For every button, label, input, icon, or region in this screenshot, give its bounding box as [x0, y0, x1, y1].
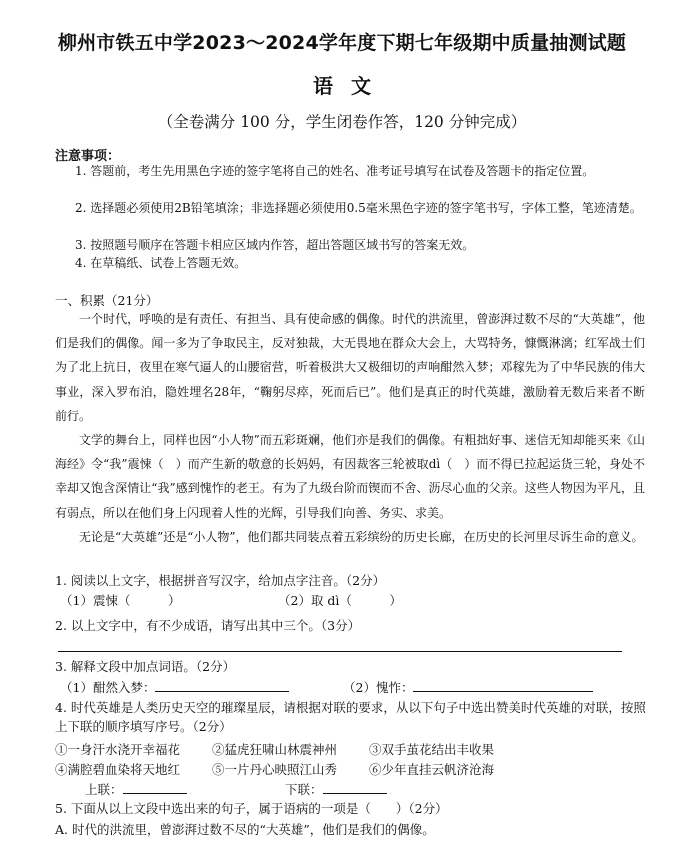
exam-info: （全卷满分 100 分，学生闭卷作答，120 分钟完成）: [157, 113, 527, 131]
notice-item-1: 1. 答题前，考生先用黑色字迹的签字笔将自己的姓名、准考证号填写在试卷及答题卡的指定位置。: [75, 164, 595, 178]
question-4-option-6: ⑥少年直挂云帆济沧海: [369, 762, 495, 777]
question-4-stem: 4. 时代英雄是人类历史天空的璀璨星辰，请根据对联的要求，从以下句子中选出赞美时代英雄的对联，按照上下联的顺序填写序号。（2分）: [55, 700, 646, 734]
question-4-upper-label: 上联：: [85, 782, 123, 797]
question-3-part-a-label: （1）酣然入梦：: [60, 680, 156, 695]
question-4-lower-label: 下联：: [285, 782, 323, 797]
exam-title: 柳州市铁五中学2023～2024学年度下期七年级期中质量抽测试题: [57, 32, 627, 54]
question-4-option-3: ③双手茧花结出丰收果: [369, 742, 495, 757]
subject-title: 语文: [313, 74, 389, 98]
question-3-part-a: [60, 678, 289, 696]
notice-heading: 注意事项：: [55, 149, 121, 164]
question-4-lower: [285, 780, 387, 798]
notice-item-3: 3. 按照题号顺序在答题卡相应区域内作答，超出答题区域书写的答案无效。: [75, 238, 475, 252]
passage-paragraph-3: 无论是“大英雄”还是“小人物”，他们都共同装点着五彩缤纷的历史长廊，在历史的长河里尽诉生命的意义。: [79, 530, 644, 544]
question-3-blank-a[interactable]: [155, 679, 289, 692]
question-4-upper: [85, 780, 187, 798]
question-4-lower-blank[interactable]: [323, 781, 387, 794]
question-4-option-2: ②猛虎狂啸山林震神州: [212, 742, 338, 757]
passage-paragraph-2: 文学的舞台上，同样也因“小人物”而五彩斑斓，他们亦是我们的偶像。有粗拙好事、迷信无知却能买来《山海经》令“我”震悚（ ）而产生新的敬意的长妈妈，有因裁客三轮被取dì（ ）而不得已拉起运货三轮，身处不幸却又饱含深情让“我”感到愧怍的老王。有为了九级台阶而锲而不舍、沥尽心血的父亲。这些人物因为平凡，且有弱点，所以在他们身上闪现着人性的光辉，引导我们向善、务实、求美。: [55, 433, 645, 520]
question-3-part-b-label: （2）愧怍：: [343, 680, 414, 695]
question-1-stem: 1. 阅读以上文字，根据拼音写汉字，给加点字注音。（2分）: [55, 573, 386, 588]
question-5-option-a[interactable]: A. 时代的洪流里，曾澎湃过数不尽的“大英雄”，他们是我们的偶像。: [55, 822, 435, 837]
question-2-answer-line[interactable]: [58, 651, 622, 652]
notice-item-4: 4. 在草稿纸、试卷上答题无效。: [75, 256, 247, 270]
question-5-stem: 5. 下面从以上文段中选出来的句子，属于语病的一项是（ ）（2分）: [55, 801, 448, 816]
notice-item-2: 2. 选择题必须使用2B铅笔填涂；非选择题必须使用0.5毫米黑色字迹的签字笔书写，字体工整，笔迹清楚。: [75, 201, 642, 215]
section-heading: 一、积累（21分）: [55, 293, 159, 308]
question-3-stem: 3. 解释文段中加点词语。（2分）: [55, 659, 236, 674]
question-3-part-b: [343, 678, 593, 696]
question-4-option-5: ⑤一片丹心映照江山秀: [212, 762, 338, 777]
question-4-option-4: ④满腔碧血染将天地红: [55, 762, 181, 777]
question-4-upper-blank[interactable]: [123, 781, 187, 794]
passage-paragraph-1: 一个时代，呼唤的是有责任、有担当、具有使命感的偶像。时代的洪流里，曾澎湃过数不尽的“大英雄”，他们是我们的偶像。闻一多为了争取民主，反对独裁，大无畏地在群众大会上，大骂特务，慷慨淋漓；红军战士们为了北上抗日，夜里在寒气逼人的山腰宿营，听着极洪大又极细切的声响酣然入梦；邓稼先为了中华民族的伟大事业，深入罗布泊，隐姓埋名28年，“鞠躬尽瘁，死而后已”。他们是真正的时代英雄，激励着无数后来者不断前行。: [55, 312, 645, 423]
question-3-blank-b[interactable]: [413, 679, 593, 692]
question-2-stem: 2. 以上文字中，有不少成语，请写出其中三个。（3分）: [55, 618, 361, 633]
question-1-part-b: （2）取 dì（ ）: [278, 593, 402, 608]
question-4-option-1: ①一身汗水浇开幸福花: [55, 742, 181, 757]
question-1-part-a: （1）震悚（ ）: [60, 593, 181, 608]
